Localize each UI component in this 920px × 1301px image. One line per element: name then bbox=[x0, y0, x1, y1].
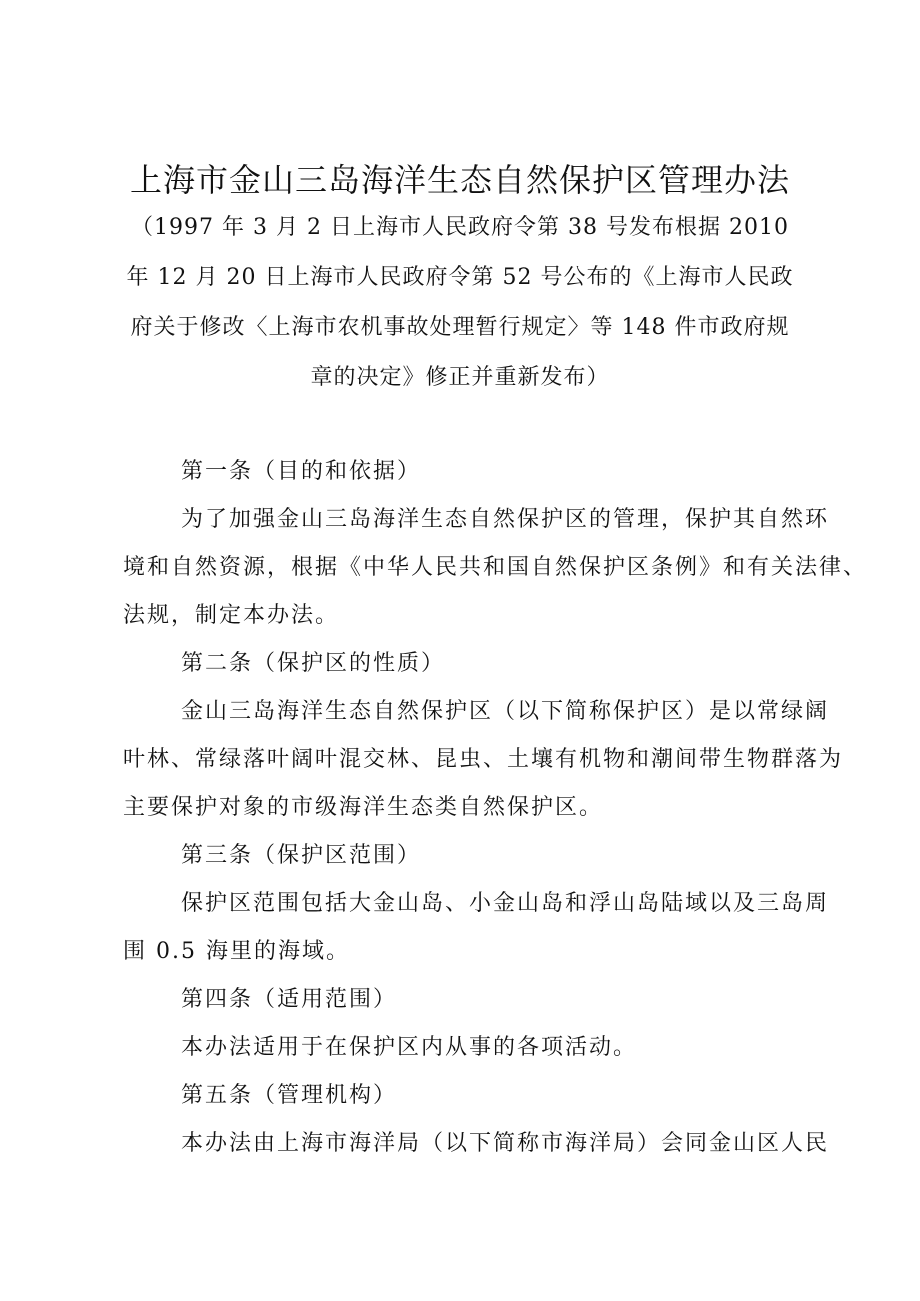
paragraph-line: 境和自然资源，根据《中华人民共和国自然保护区条例》和有关法律、 bbox=[123, 555, 868, 580]
paragraph-line: 为了加强金山三岛海洋生态自然保护区的管理，保护其自然环 bbox=[181, 507, 830, 532]
paragraph-line: 围 0.5 海里的海域。 bbox=[123, 939, 350, 964]
article-heading-3: 第三条（保护区范围） bbox=[181, 843, 422, 868]
paragraph-line: 叶林、常绿落叶阔叶混交林、昆虫、土壤有机物和潮间带生物群落为 bbox=[123, 747, 844, 772]
paragraph-line: 主要保护对象的市级海洋生态类自然保护区。 bbox=[123, 795, 604, 820]
document-title: 上海市金山三岛海洋生态自然保护区管理办法 bbox=[129, 161, 790, 199]
article-heading-2: 第二条（保护区的性质） bbox=[181, 651, 446, 676]
article-heading-1: 第一条（目的和依据） bbox=[181, 459, 422, 484]
subtitle-line-1: （1997 年 3 月 2 日上海市人民政府令第 38 号发布根据 2010 bbox=[131, 215, 789, 240]
subtitle-line-2: 年 12 月 20 日上海市人民政府令第 52 号公布的《上海市人民政 bbox=[126, 265, 794, 290]
paragraph-line: 法规，制定本办法。 bbox=[123, 603, 340, 628]
article-heading-5: 第五条（管理机构） bbox=[181, 1083, 398, 1108]
paragraph-line: 金山三岛海洋生态自然保护区（以下简称保护区）是以常绿阔 bbox=[181, 699, 830, 724]
subtitle-line-3: 府关于修改〈上海市农机事故处理暂行规定〉等 148 件市政府规 bbox=[130, 315, 790, 340]
subtitle-line-4: 章的决定》修正并重新发布） bbox=[310, 365, 610, 390]
paragraph-line: 本办法由上海市海洋局（以下简称市海洋局）会同金山区人民 bbox=[181, 1131, 830, 1156]
article-heading-4: 第四条（适用范围） bbox=[181, 987, 398, 1012]
paragraph-line: 本办法适用于在保护区内从事的各项活动。 bbox=[181, 1035, 638, 1060]
paragraph-line: 保护区范围包括大金山岛、小金山岛和浮山岛陆域以及三岛周 bbox=[181, 891, 830, 916]
